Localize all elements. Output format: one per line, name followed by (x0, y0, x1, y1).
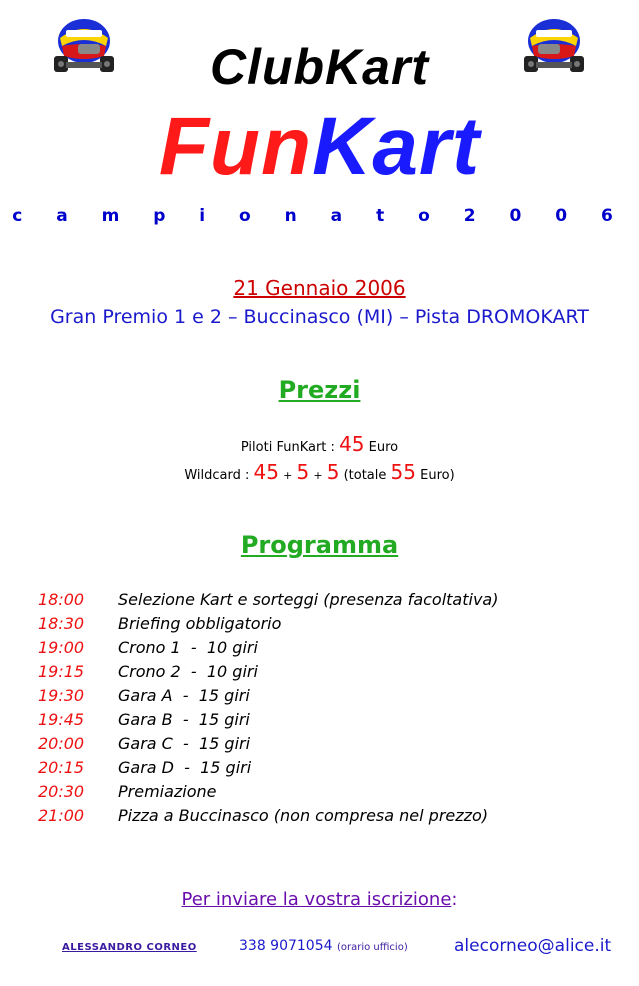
brand-title (0, 102, 639, 192)
schedule-desc: Gara D - 15 giri (118, 758, 252, 777)
currency: Euro (368, 440, 399, 455)
schedule-row (38, 636, 498, 660)
plus-sign: + (313, 469, 323, 482)
registration-label: Per inviare la vostra iscrizione (181, 889, 452, 910)
brand-kart: Kart (312, 101, 481, 192)
schedule-time: 20:30 (38, 782, 85, 801)
wildcard-label: Wildcard : (184, 468, 250, 483)
schedule-desc: Selezione Kart e sorteggi (presenza facoltativa) (118, 590, 499, 609)
schedule-list (38, 588, 498, 828)
schedule-desc: Gara C - 15 giri (118, 734, 251, 753)
schedule-desc: Gara B - 15 giri (118, 710, 250, 729)
phone-number: 338 9071054 (239, 938, 333, 954)
schedule-desc: Briefing obbligatorio (118, 614, 282, 633)
program-heading: Programma (240, 531, 399, 559)
schedule-row (38, 780, 498, 804)
pilots-label: Piloti FunKart : (240, 440, 335, 455)
price-wildcard-line (0, 460, 639, 484)
total-value: 55 (390, 460, 416, 484)
brand-fun: Fun (158, 101, 313, 192)
schedule-row (38, 756, 498, 780)
contact-phone (239, 938, 408, 954)
schedule-time: 18:30 (38, 614, 85, 633)
wildcard-fee-1: 5 (296, 460, 310, 484)
schedule-row (38, 804, 498, 828)
registration-heading (0, 889, 639, 910)
registration-colon: : (451, 889, 458, 910)
schedule-time: 19:00 (38, 638, 85, 657)
wildcard-fee-2: 5 (326, 460, 340, 484)
plus-sign: + (283, 469, 293, 482)
phone-note: (orario ufficio) (336, 942, 408, 953)
schedule-desc: Premiazione (118, 782, 217, 801)
event-date: 21 Gennaio 2006 (233, 276, 406, 300)
schedule-time: 18:00 (38, 590, 85, 609)
schedule-row (38, 732, 498, 756)
schedule-desc: Pizza a Buccinasco (non compresa nel prezzo) (118, 806, 489, 825)
schedule-row (38, 708, 498, 732)
price-pilots-line (0, 432, 639, 456)
pilots-price: 45 (339, 432, 365, 456)
schedule-time: 19:15 (38, 662, 85, 681)
schedule-row (38, 612, 498, 636)
schedule-row (38, 660, 498, 684)
schedule-desc: Crono 2 - 10 giri (118, 662, 258, 681)
club-title: ClubKart (209, 39, 430, 95)
wildcard-base: 45 (253, 460, 279, 484)
prices-heading: Prezzi (278, 376, 361, 404)
total-suffix: Euro) (420, 468, 455, 483)
schedule-desc: Gara A - 15 giri (118, 686, 250, 705)
contact-email-link[interactable]: alecorneo@alice.it (454, 936, 612, 956)
schedule-row (38, 684, 498, 708)
schedule-row (38, 588, 498, 612)
event-title: Gran Premio 1 e 2 – Buccinasco (MI) – Pista DROMOKART (50, 306, 589, 328)
schedule-time: 19:30 (38, 686, 85, 705)
championship-subtitle: c a m p i o n a t o 2 0 0 6 (12, 206, 627, 226)
schedule-desc: Crono 1 - 10 giri (118, 638, 258, 657)
schedule-time: 20:00 (38, 734, 85, 753)
schedule-time: 20:15 (38, 758, 85, 777)
schedule-time: 19:45 (38, 710, 85, 729)
contact-name-link[interactable]: ALESSANDRO CORNEO (62, 942, 197, 953)
total-label: (totale (343, 468, 387, 483)
schedule-time: 21:00 (38, 806, 85, 825)
